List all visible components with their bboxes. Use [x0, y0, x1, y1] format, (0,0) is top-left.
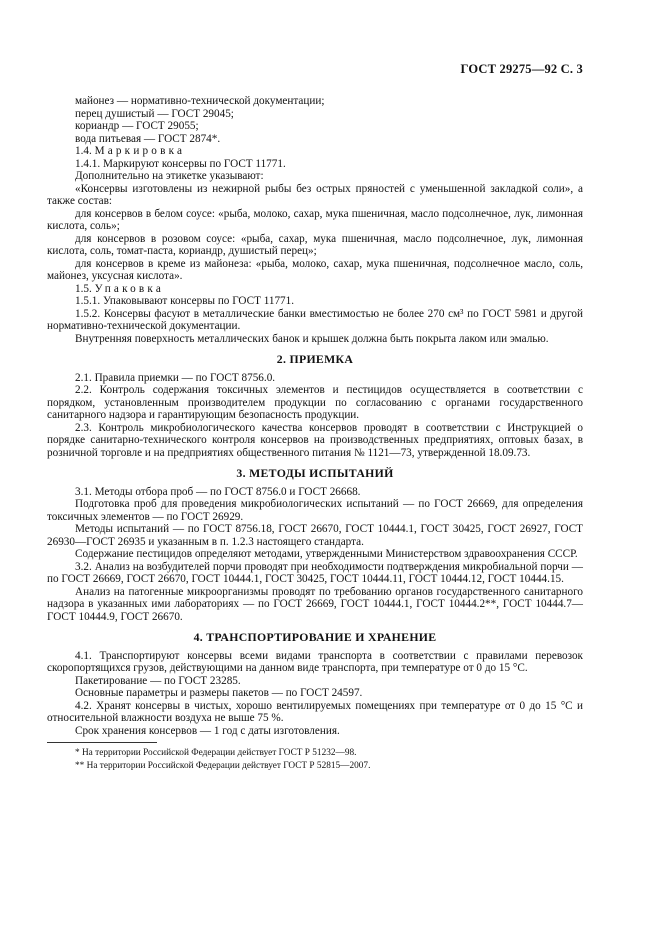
- section-title-transport-storage: 4. ТРАНСПОРТИРОВАНИЕ И ХРАНЕНИЕ: [193, 630, 437, 644]
- section-title-test-methods: 3. МЕТОДЫ ИСПЫТАНИЙ: [236, 466, 394, 480]
- footnote: * На территории Российской Федерации действует ГОСТ Р 51232—98.: [75, 748, 357, 758]
- page-header: ГОСТ 29275—92 С. 3: [460, 62, 583, 76]
- subsection-number: 1.5.: [75, 282, 92, 295]
- paragraph: Основные параметры и размеры пакетов — по ГОСТ 24597.: [75, 687, 363, 699]
- paragraph: 2.2. Контроль содержания токсичных элементов и пестицидов осуществляется в соответствии с порядком, установленным производителем продукции по согласованию с органами государственного санитарного надзора и гарантирующим безопасность продукции.: [47, 384, 583, 421]
- paragraph: Анализ на патогенные микроорганизмы проводят по требованию органов государственного санитарного надзора в указанных ими лабораториях — по ГОСТ 26669, ГОСТ 10444.1, ГОСТ 10444.2**, ГОСТ 10444.7—ГОСТ 10444.9, ГОСТ 26670.: [47, 585, 583, 623]
- paragraph: «Консервы изготовлены из нежирной рыбы без острых пряностей с уменьшенной закладкой соли», а также состав:: [47, 182, 583, 207]
- paragraph: 1.5.2. Консервы фасуют в металлические банки вместимостью не более 270 см³ по ГОСТ 5981 и другой нормативно-технической документации.: [47, 307, 583, 332]
- paragraph: 3.2. Анализ на возбудителей порчи проводят при необходимости подтверждения микробиальной порчи — по ГОСТ 26669, ГОСТ 26670, ГОСТ 10444.1, ГОСТ 30425, ГОСТ 10444.11, ГОСТ 10444.12, ГОСТ 10444.15.: [47, 560, 583, 585]
- intro-line: майонез — нормативно-технической документации;: [75, 95, 325, 107]
- paragraph: Внутренняя поверхность металлических банок и крышек должна быть покрыта лаком или эмалью.: [75, 332, 549, 345]
- paragraph: для консервов в белом соусе: «рыба, молоко, сахар, мука пшеничная, масло подсолнечное, лук, лимонная кислота, соль»;: [47, 207, 583, 232]
- subsection-title: Маркировка: [94, 145, 186, 157]
- paragraph: 1.5.1. Упаковывают консервы по ГОСТ 11771.: [75, 295, 295, 307]
- intro-line: перец душистый — ГОСТ 29045;: [75, 107, 234, 120]
- paragraph: 1.4.1. Маркируют консервы по ГОСТ 11771.: [75, 157, 286, 170]
- paragraph: 2.3. Контроль микробиологического качества консервов проводят в соответствии с Инструкцией о порядке санитарно-технического контроля консервов на производственных предприятиях, оптовых базах, в розничной торговле и на предприятиях общественного питания № 1121—73, утвержденной 18.09.73.: [47, 421, 583, 459]
- paragraph: Содержание пестицидов определяют методами, утвержденными Министерством здравоохранения СССР.: [75, 548, 578, 560]
- paragraph: Методы испытаний — по ГОСТ 8756.18, ГОСТ 26670, ГОСТ 10444.1, ГОСТ 30425, ГОСТ 26927, ГОСТ 26930—ГОСТ 26935 и указанным в п. 1.2.3 настоящего стандарта.: [47, 523, 583, 548]
- paragraph: 4.1. Транспортируют консервы всеми видами транспорта в соответствии с правилами перевозок скоропортящихся грузов, действующими на данном виде транспорта, при температуре от 0 до 15 °С.: [47, 649, 583, 674]
- subsection-number: 1.4.: [75, 145, 92, 157]
- paragraph: Подготовка проб для проведения микробиологических испытаний — по ГОСТ 26669, для определения токсичных элементов — по ГОСТ 26929.: [47, 498, 583, 523]
- paragraph: для консервов в розовом соусе: «рыба, сахар, мука пшеничная, масло подсолнечное, лук, лимонная кислота, соль, томат-паста, кориандр, душистый перец»;: [47, 232, 583, 257]
- paragraph: Пакетирование — по ГОСТ 23285.: [75, 674, 241, 687]
- paragraph: 2.1. Правила приемки — по ГОСТ 8756.0.: [75, 371, 276, 384]
- paragraph: Срок хранения консервов — 1 год с даты изготовления.: [75, 724, 340, 737]
- paragraph: Дополнительно на этикетке указывают:: [75, 170, 264, 182]
- paragraph: для консервов в креме из майонеза: «рыба, молоко, сахар, мука пшеничная, подсолнечное масло, соль, майонез, уксусная кислота».: [47, 257, 583, 282]
- intro-line: кориандр — ГОСТ 29055;: [75, 120, 199, 132]
- section-title-acceptance: 2. ПРИЕМКА: [276, 352, 354, 366]
- document-body: [47, 95, 583, 773]
- subsection-title: Упаковка: [94, 282, 165, 295]
- paragraph: 4.2. Хранят консервы в чистых, хорошо вентилируемых помещениях при температуре от 0 до 15 °С и относительной влажности воздуха не выше 75 %.: [47, 699, 583, 724]
- subsection-heading-marking: [47, 145, 583, 158]
- footnote: ** На территории Российской Федерации действует ГОСТ Р 52815—2007.: [75, 761, 371, 771]
- paragraph: 3.1. Методы отбора проб — по ГОСТ 8756.0 и ГОСТ 26668.: [75, 485, 361, 498]
- footnote-divider: [47, 742, 157, 743]
- subsection-heading-packaging: [47, 283, 583, 296]
- intro-line: вода питьевая — ГОСТ 2874*.: [75, 132, 221, 145]
